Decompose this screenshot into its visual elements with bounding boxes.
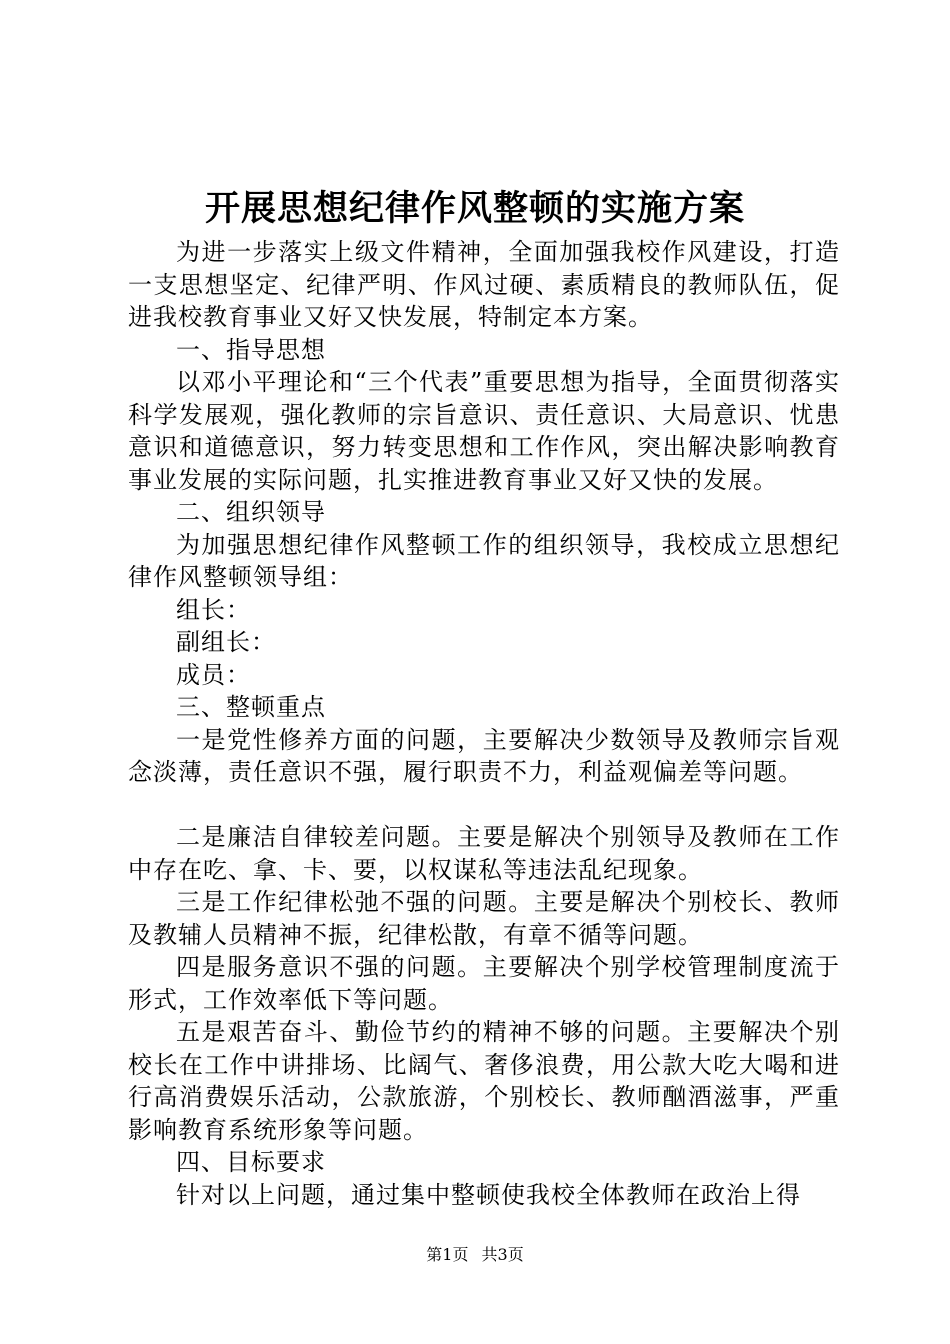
page-number: 第1页 — [426, 1245, 469, 1264]
section-heading-focus: 三、整顿重点 — [176, 693, 326, 721]
blank-line — [128, 789, 840, 822]
section-heading-organization: 二、组织领导 — [176, 498, 326, 526]
members-line: 成员： — [176, 660, 251, 689]
leader-line: 组长： — [176, 595, 251, 624]
paragraph-guiding-ideology: 以邓小平理论和“三个代表”重要思想为指导，全面贯彻落实科学发展观，强化教师的宗旨意识、责任意识、大局意识、忧患意识和道德意识，努力转变思想和工作作风，突出解决影响教育事业发展的实际问题，扎实推进教育事业又好又快的发展。 — [128, 368, 840, 494]
paragraph-focus-1: 一是党性修养方面的问题，主要解决少数领导及教师宗旨观念淡薄，责任意识不强，履行职责不力，利益观偏差等问题。 — [128, 725, 840, 786]
paragraph-intro: 为进一步落实上级文件精神，全面加强我校作风建设，打造一支思想坚定、纪律严明、作风过硬、素质精良的教师队伍，促进我校教育事业又好又快发展，特制定本方案。 — [128, 238, 840, 331]
document-title: 开展思想纪律作风整顿的实施方案 — [204, 188, 745, 229]
page-footer — [0, 1244, 950, 1266]
paragraph-focus-4: 四是服务意识不强的问题。主要解决个别学校管理制度流于形式，工作效率低下等问题。 — [128, 953, 840, 1014]
document-body — [128, 236, 840, 1211]
section-heading-guiding-ideology: 一、指导思想 — [176, 335, 326, 364]
page-total: 共3页 — [481, 1245, 524, 1264]
paragraph-goals: 针对以上问题，通过集中整顿使我校全体教师在政治上得 — [176, 1180, 801, 1209]
section-heading-goals: 四、目标要求 — [176, 1148, 326, 1176]
paragraph-focus-5: 五是艰苦奋斗、勤俭节约的精神不够的问题。主要解决个别校长在工作中讲排场、比阔气、奢侈浪费，用公款大吃大喝和进行高消费娱乐活动，公款旅游，个别校长、教师酗酒滋事，严重影响教育系统形象等问题。 — [128, 1018, 840, 1144]
paragraph-focus-2: 二是廉洁自律较差问题。主要是解决个别领导及教师在工作中存在吃、拿、卡、要，以权谋私等违法乱纪现象。 — [128, 823, 840, 884]
paragraph-organization: 为加强思想纪律作风整顿工作的组织领导，我校成立思想纪律作风整顿领导组： — [128, 530, 840, 591]
deputy-leader-line: 副组长： — [176, 628, 276, 656]
paragraph-focus-3: 三是工作纪律松弛不强的问题。主要是解决个别校长、教师及教辅人员精神不振，纪律松散，有章不循等问题。 — [128, 888, 840, 949]
